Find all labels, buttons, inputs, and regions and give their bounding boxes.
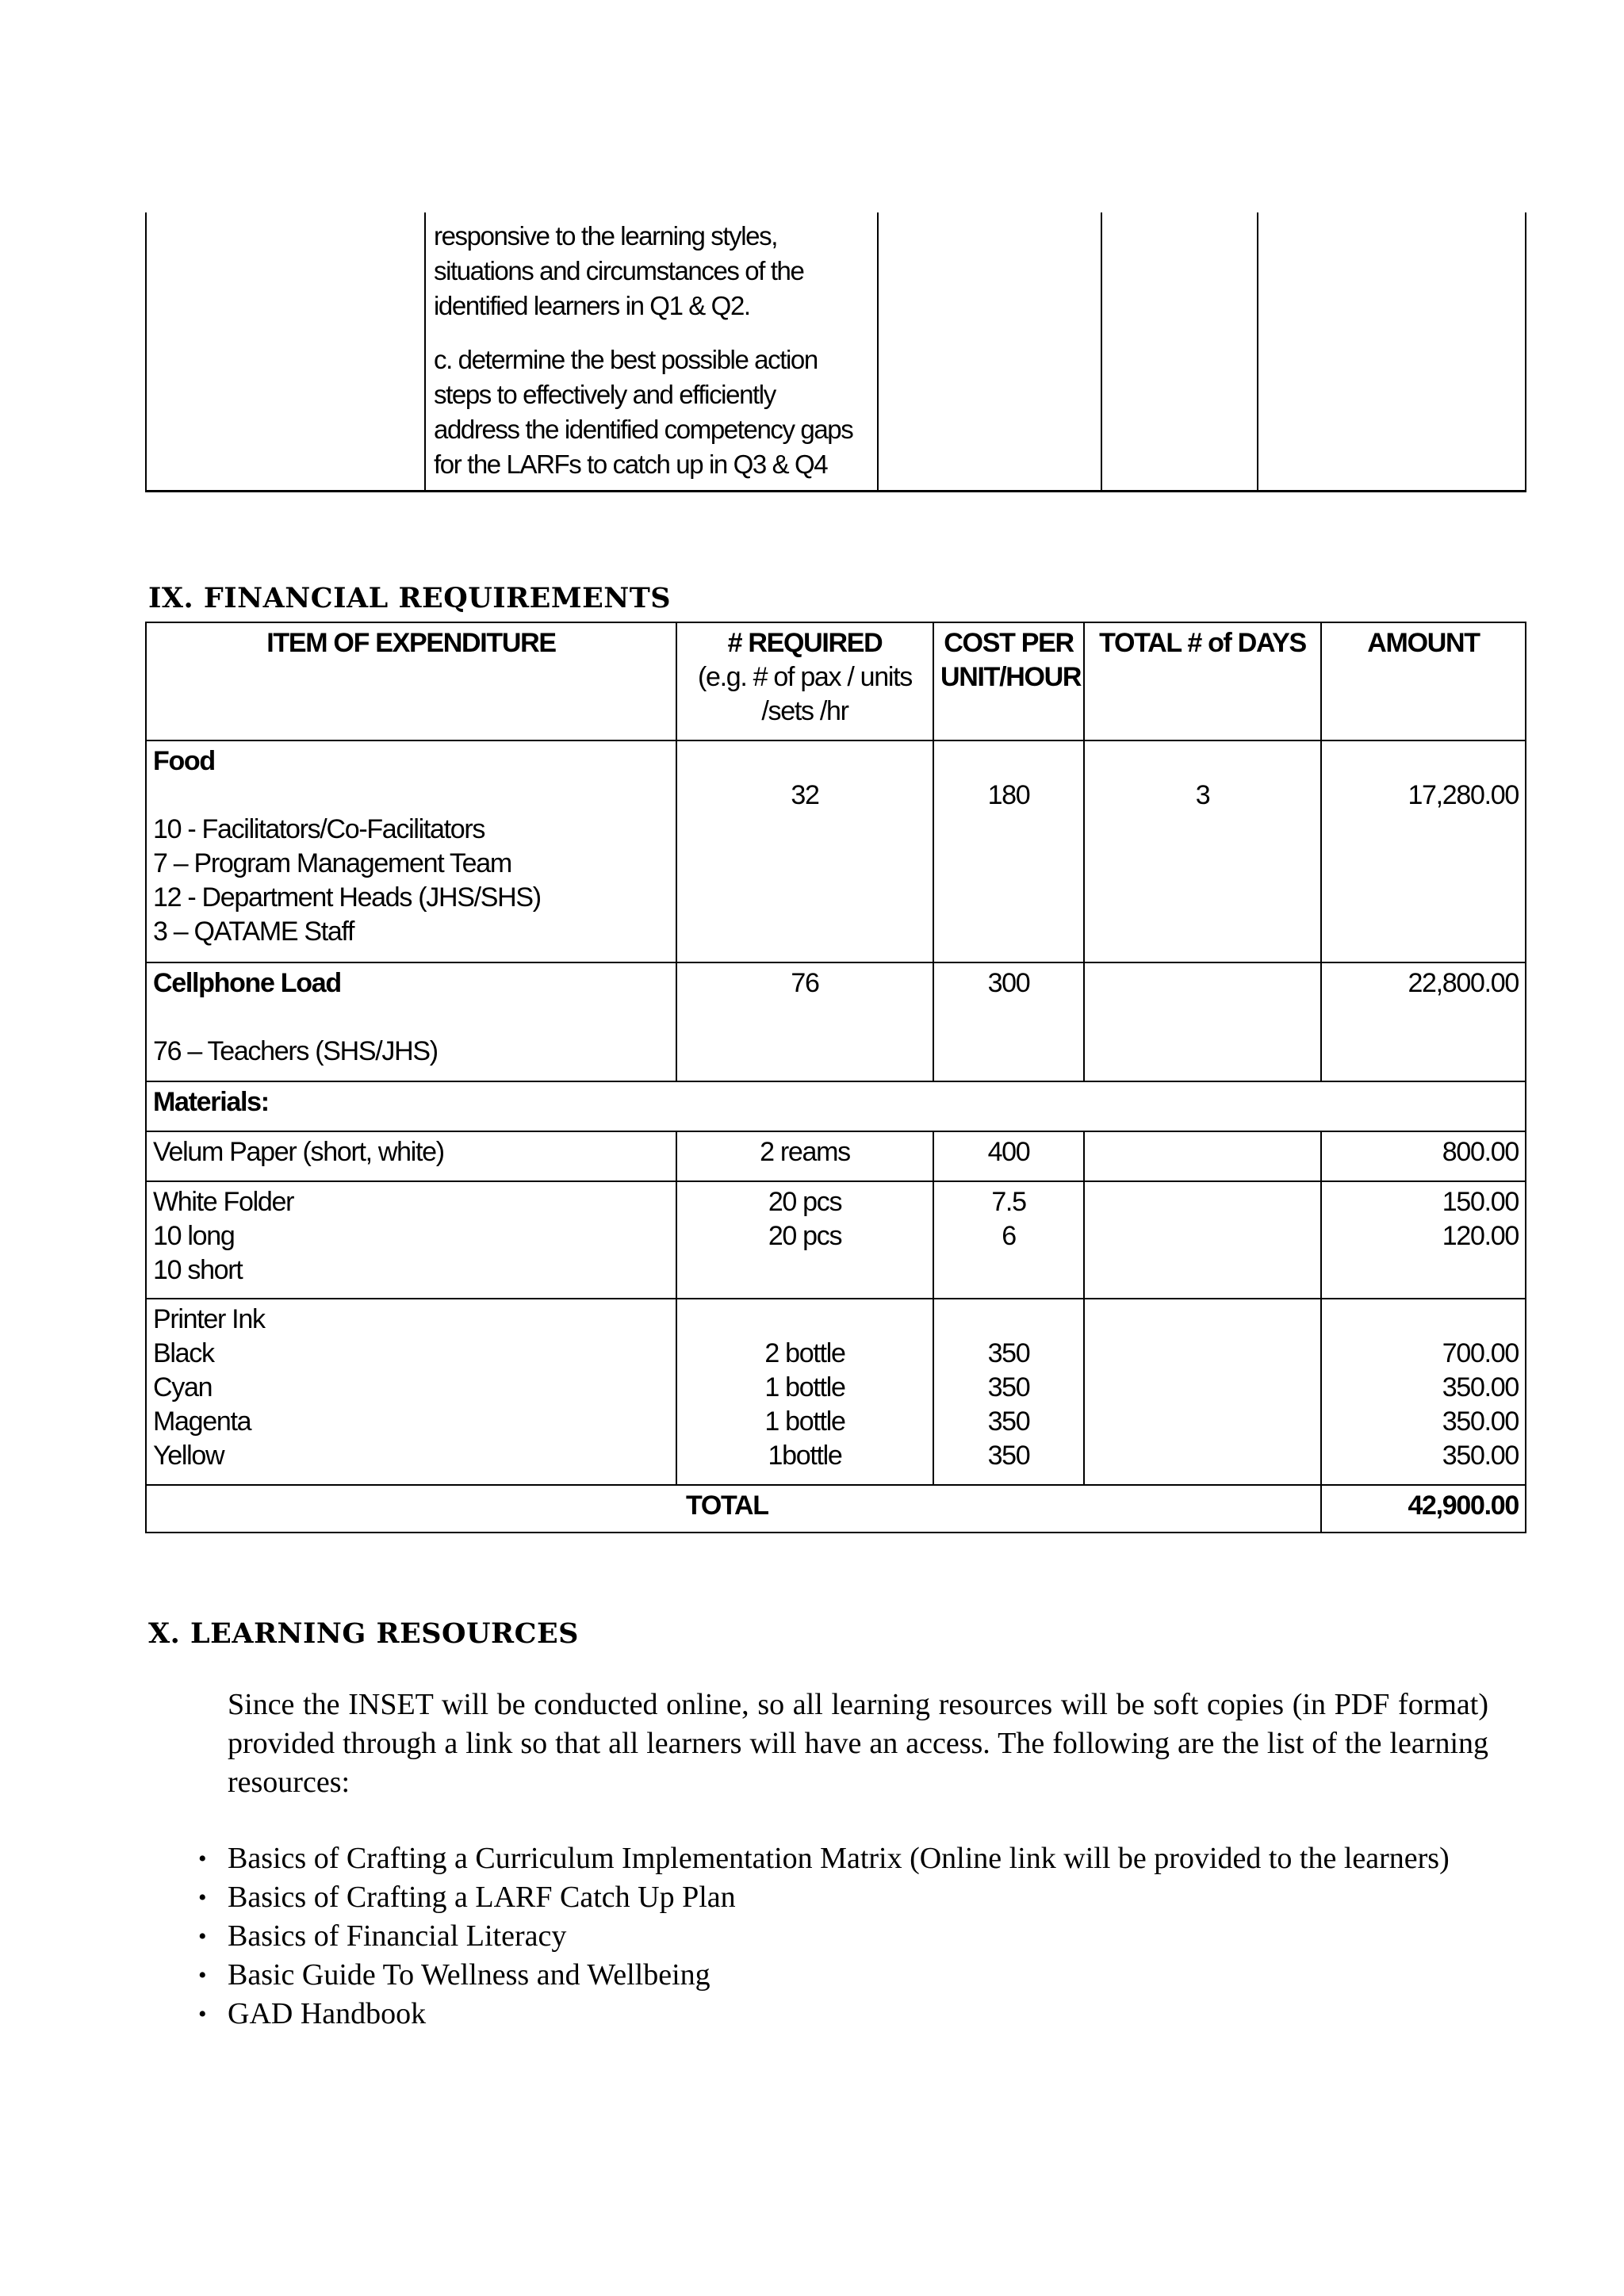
food-required (676, 740, 933, 962)
food-amount (1321, 740, 1526, 962)
cellphone-days (1084, 962, 1321, 1081)
ink-cost (933, 1299, 1084, 1485)
list-item-text: Basic Guide To Wellness and Wellbeing (228, 1958, 710, 1992)
value: 350.00 (1442, 1441, 1519, 1471)
objectives-table-continuation (145, 212, 1526, 492)
food-cost (933, 740, 1084, 962)
value: 350.00 (1442, 1406, 1519, 1437)
value: 20 pcs (768, 1221, 842, 1251)
list-item (198, 1995, 1488, 2034)
table-row (146, 1081, 1526, 1131)
learning-resources-list (198, 1839, 1488, 2034)
value: 3 (1195, 780, 1210, 810)
value: 7.5 (991, 1187, 1026, 1217)
velum-amount: 800.00 (1321, 1131, 1526, 1181)
table-row (146, 1131, 1526, 1181)
cellphone-amount: 22,800.00 (1321, 962, 1526, 1081)
table-row (146, 740, 1526, 962)
text-line: 3 – QATAME Staff (153, 916, 354, 947)
header-days: TOTAL # of DAYS (1084, 622, 1321, 740)
text-line: 10 short (153, 1255, 243, 1285)
text-line: address the identified competency gaps (434, 415, 853, 444)
table-header-row (146, 622, 1526, 740)
bullet-icon: • (198, 1885, 207, 1911)
total-row (146, 1485, 1526, 1533)
header-cost-line: UNIT/HOUR (940, 662, 1082, 692)
list-item (198, 1956, 1488, 1995)
value: 350 (987, 1441, 1030, 1471)
bullet-icon: • (198, 1846, 207, 1872)
value: 120.00 (1442, 1221, 1519, 1251)
header-cost-line: COST PER (944, 628, 1074, 658)
value: 20 pcs (768, 1187, 842, 1217)
text-line: 76 – Teachers (SHS/JHS) (153, 1036, 438, 1066)
text-line: 10 long (153, 1221, 235, 1251)
table-cell (1258, 212, 1526, 492)
text-line: White Folder (153, 1187, 294, 1217)
list-item-text: Basics of Crafting a Curriculum Implementation Matrix (Online link will be provided to the learners) (228, 1842, 1450, 1875)
value: 350.00 (1442, 1372, 1519, 1402)
text-line: Black (153, 1338, 214, 1368)
cellphone-item-cell (146, 962, 676, 1081)
header-cost (933, 622, 1084, 740)
learning-resources-paragraph: Since the INSET will be conducted online, so all learning resources will be soft copies (in PDF format) provided through a link so that all learners will have an access. The following are the list of the learning resources: (228, 1688, 1488, 1799)
value: 180 (987, 780, 1030, 810)
folder-required (676, 1181, 933, 1299)
value: 150.00 (1442, 1187, 1519, 1217)
food-days (1084, 740, 1321, 962)
table-row (146, 1181, 1526, 1299)
folder-cost (933, 1181, 1084, 1299)
value: 17,280.00 (1408, 780, 1519, 810)
cellphone-cost: 300 (933, 962, 1084, 1081)
table-cell (878, 212, 1101, 492)
text-line: 10 - Facilitators/Co-Facilitators (153, 814, 485, 844)
financial-requirements-table (145, 622, 1526, 1533)
value: 6 (1002, 1221, 1016, 1251)
ink-days (1084, 1299, 1321, 1485)
header-required-label: # REQUIRED (727, 628, 883, 658)
ink-amount (1321, 1299, 1526, 1485)
velum-cost: 400 (933, 1131, 1084, 1181)
value: 1 bottle (764, 1372, 845, 1402)
text-line: steps to effectively and efficiently (434, 380, 776, 409)
text-line: 12 - Department Heads (JHS/SHS) (153, 882, 541, 913)
table-row (146, 1299, 1526, 1485)
bullet-icon: • (198, 2001, 207, 2027)
value: 1bottle (768, 1441, 842, 1471)
food-title: Food (153, 746, 215, 776)
header-item: ITEM OF EXPENDITURE (146, 622, 676, 740)
velum-required: 2 reams (676, 1131, 933, 1181)
header-required-sub: /sets /hr (761, 696, 848, 726)
value: 350 (987, 1406, 1030, 1437)
text-line: Magenta (153, 1406, 251, 1437)
header-required-sub: (e.g. # of pax / units (697, 662, 912, 692)
learning-resources-heading: X. LEARNING RESOURCES (148, 1617, 579, 1650)
table-row (146, 212, 1526, 492)
list-item-text: Basics of Financial Literacy (228, 1919, 567, 1953)
financial-requirements-heading: IX. FINANCIAL REQUIREMENTS (148, 582, 672, 614)
objectives-cell (425, 212, 878, 492)
total-label: TOTAL (146, 1485, 1321, 1533)
value: 1 bottle (764, 1406, 845, 1437)
text-line: Printer Ink (153, 1304, 265, 1334)
value: 700.00 (1442, 1338, 1519, 1368)
list-item (198, 1917, 1488, 1956)
list-item-text: Basics of Crafting a LARF Catch Up Plan (228, 1881, 736, 1914)
list-item (198, 1839, 1488, 1878)
text-line: 7 – Program Management Team (153, 848, 511, 878)
bullet-icon: • (198, 1962, 207, 1988)
ink-item-cell (146, 1299, 676, 1485)
text-line: for the LARFs to catch up in Q3 & Q4 (434, 450, 828, 479)
text-line: c. determine the best possible action (434, 345, 818, 374)
value: 2 bottle (764, 1338, 845, 1368)
table-cell (1101, 212, 1258, 492)
folder-days (1084, 1181, 1321, 1299)
header-required (676, 622, 933, 740)
cellphone-title: Cellphone Load (153, 968, 341, 998)
table-cell (146, 212, 425, 492)
value: 350 (987, 1338, 1030, 1368)
cellphone-required: 76 (676, 962, 933, 1081)
velum-item: Velum Paper (short, white) (146, 1131, 676, 1181)
total-amount: 42,900.00 (1321, 1485, 1526, 1533)
text-line: responsive to the learning styles, (434, 221, 777, 251)
text-line: situations and circumstances of the (434, 256, 804, 285)
text-line: Cyan (153, 1372, 213, 1402)
folder-item-cell (146, 1181, 676, 1299)
bullet-icon: • (198, 1923, 207, 1950)
list-item (198, 1878, 1488, 1917)
list-item-text: GAD Handbook (228, 1997, 427, 2030)
value: 350 (987, 1372, 1030, 1402)
text-line: identified learners in Q1 & Q2. (434, 291, 750, 320)
folder-amount (1321, 1181, 1526, 1299)
header-amount: AMOUNT (1321, 622, 1526, 740)
table-row (146, 962, 1526, 1081)
ink-required (676, 1299, 933, 1485)
text-line: Yellow (153, 1441, 224, 1471)
food-item-cell (146, 740, 676, 962)
value: 32 (791, 780, 819, 810)
velum-days (1084, 1131, 1321, 1181)
materials-label: Materials: (146, 1081, 1526, 1131)
